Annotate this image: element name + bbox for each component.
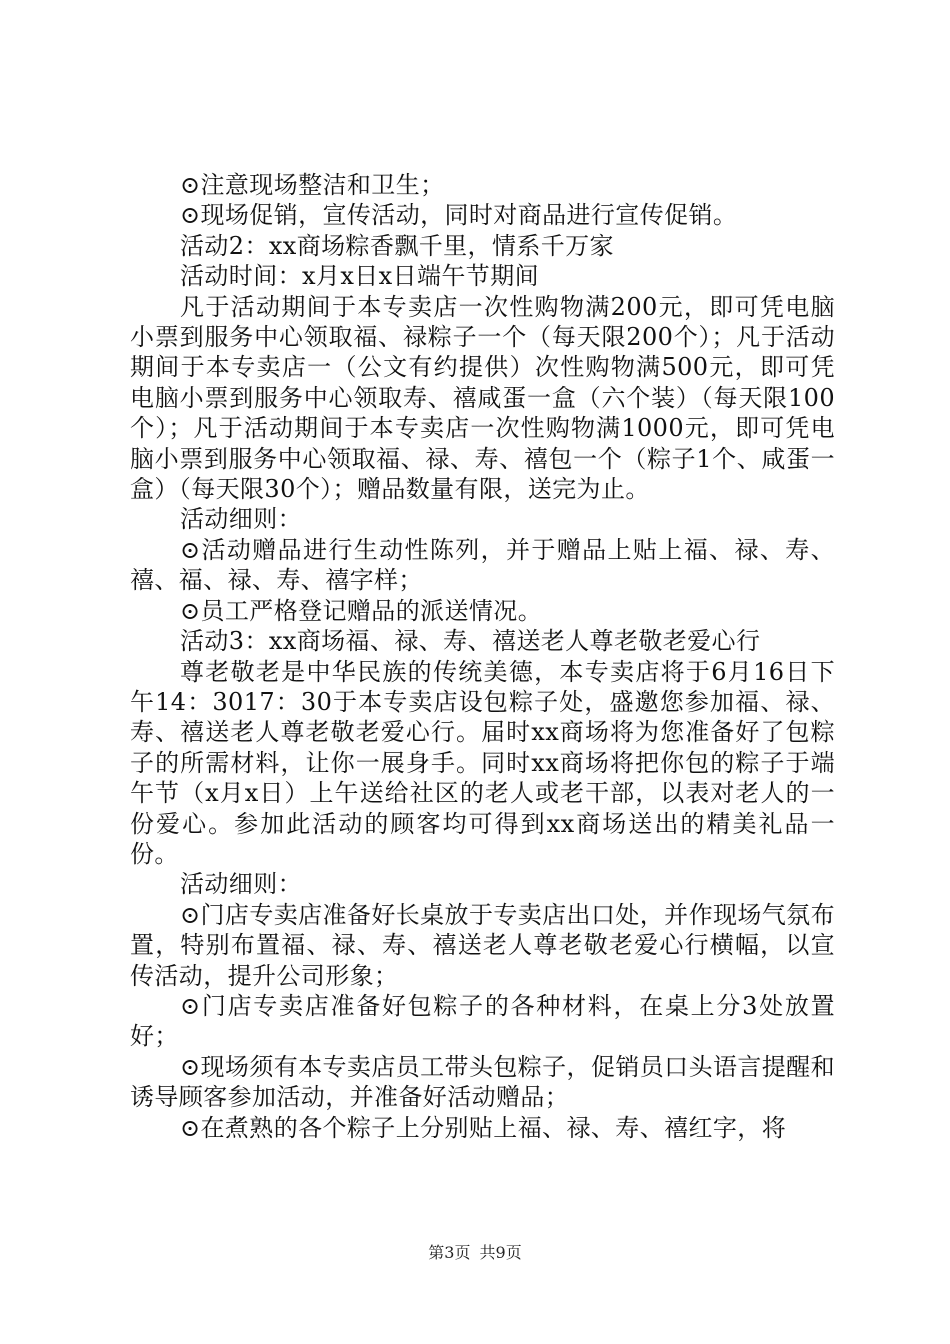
activity-2-time: 活动时间：x月x日x日端午节期间 <box>180 262 540 291</box>
activity-2-description: 凡于活动期间于本专卖店一次性购物满200元，即可凭电脑小票到服务中心领取福、禄粽子一个（每天限200个）；凡于活动期间于本专卖店一（公文有约提供）次性购物满500元，即可凭电脑小票到服务中心领取寿、禧咸蛋一盒（六个装）（每天限100个）；凡于活动期间于本专卖店一次性购物满1000元，即可凭电脑小票到服务中心领取福、禄、寿、禧包一个（粽子1个、咸蛋一盒）（每天限30个）；赠品数量有限，送完为止。 <box>130 292 835 504</box>
activity-3-rule-materials: ⊙门店专卖店准备好包粽子的各种材料，在桌上分3处放置好； <box>130 991 835 1051</box>
page-total: 共9页 <box>479 1243 522 1262</box>
activity-3-rule-labels: ⊙在煮熟的各个粽子上分别贴上福、禄、寿、禧红字，将 <box>180 1113 787 1142</box>
activity-3-rule-staff: ⊙现场须有本专卖店员工带头包粽子，促销员口头语言提醒和诱导顾客参加活动，并准备好活动赠品； <box>130 1052 835 1112</box>
document-body <box>130 170 835 1143</box>
heading-activity-3: 活动3：xx商场福、禄、寿、禧送老人尊老敬老爱心行 <box>180 627 761 656</box>
activity-3-rules-heading: 活动细则： <box>180 870 302 899</box>
page-footer <box>0 1243 950 1263</box>
activity-2-rule-register: ⊙员工严格登记赠品的派送情况。 <box>180 596 543 625</box>
activity-2-rules-heading: 活动细则： <box>180 505 302 534</box>
activity-3-rule-table: ⊙门店专卖店准备好长桌放于专卖店出口处，并作现场气氛布置，特别布置福、禄、寿、禧送老人尊老敬老爱心行横幅，以宣传活动，提升公司形象； <box>130 900 835 990</box>
activity-2-rule-display: ⊙活动赠品进行生动性陈列，并于赠品上贴上福、禄、寿、禧、福、禄、寿、禧字样； <box>130 535 835 595</box>
page-number: 第3页 <box>428 1243 471 1262</box>
activity-3-description: 尊老敬老是中华民族的传统美德，本专卖店将于6月16日下午14：3017：30于本专卖店设包粽子处，盛邀您参加福、禄、寿、禧送老人尊老敬老爱心行。届时xx商场将为您准备好了包粽子的所需材料，让你一展身手。同时xx商场将把你包的粽子于端午节（x月x日）上午送给社区的老人或老干部，以表对老人的一份爱心。参加此活动的顾客均可得到xx商场送出的精美礼品一份。 <box>130 657 835 868</box>
paragraph-promotion: ⊙现场促销，宣传活动，同时对商品进行宣传促销。 <box>180 201 738 230</box>
paragraph-hygiene: ⊙注意现场整洁和卫生； <box>180 171 445 199</box>
heading-activity-2: 活动2：xx商场粽香飘千里，情系千万家 <box>180 231 614 260</box>
